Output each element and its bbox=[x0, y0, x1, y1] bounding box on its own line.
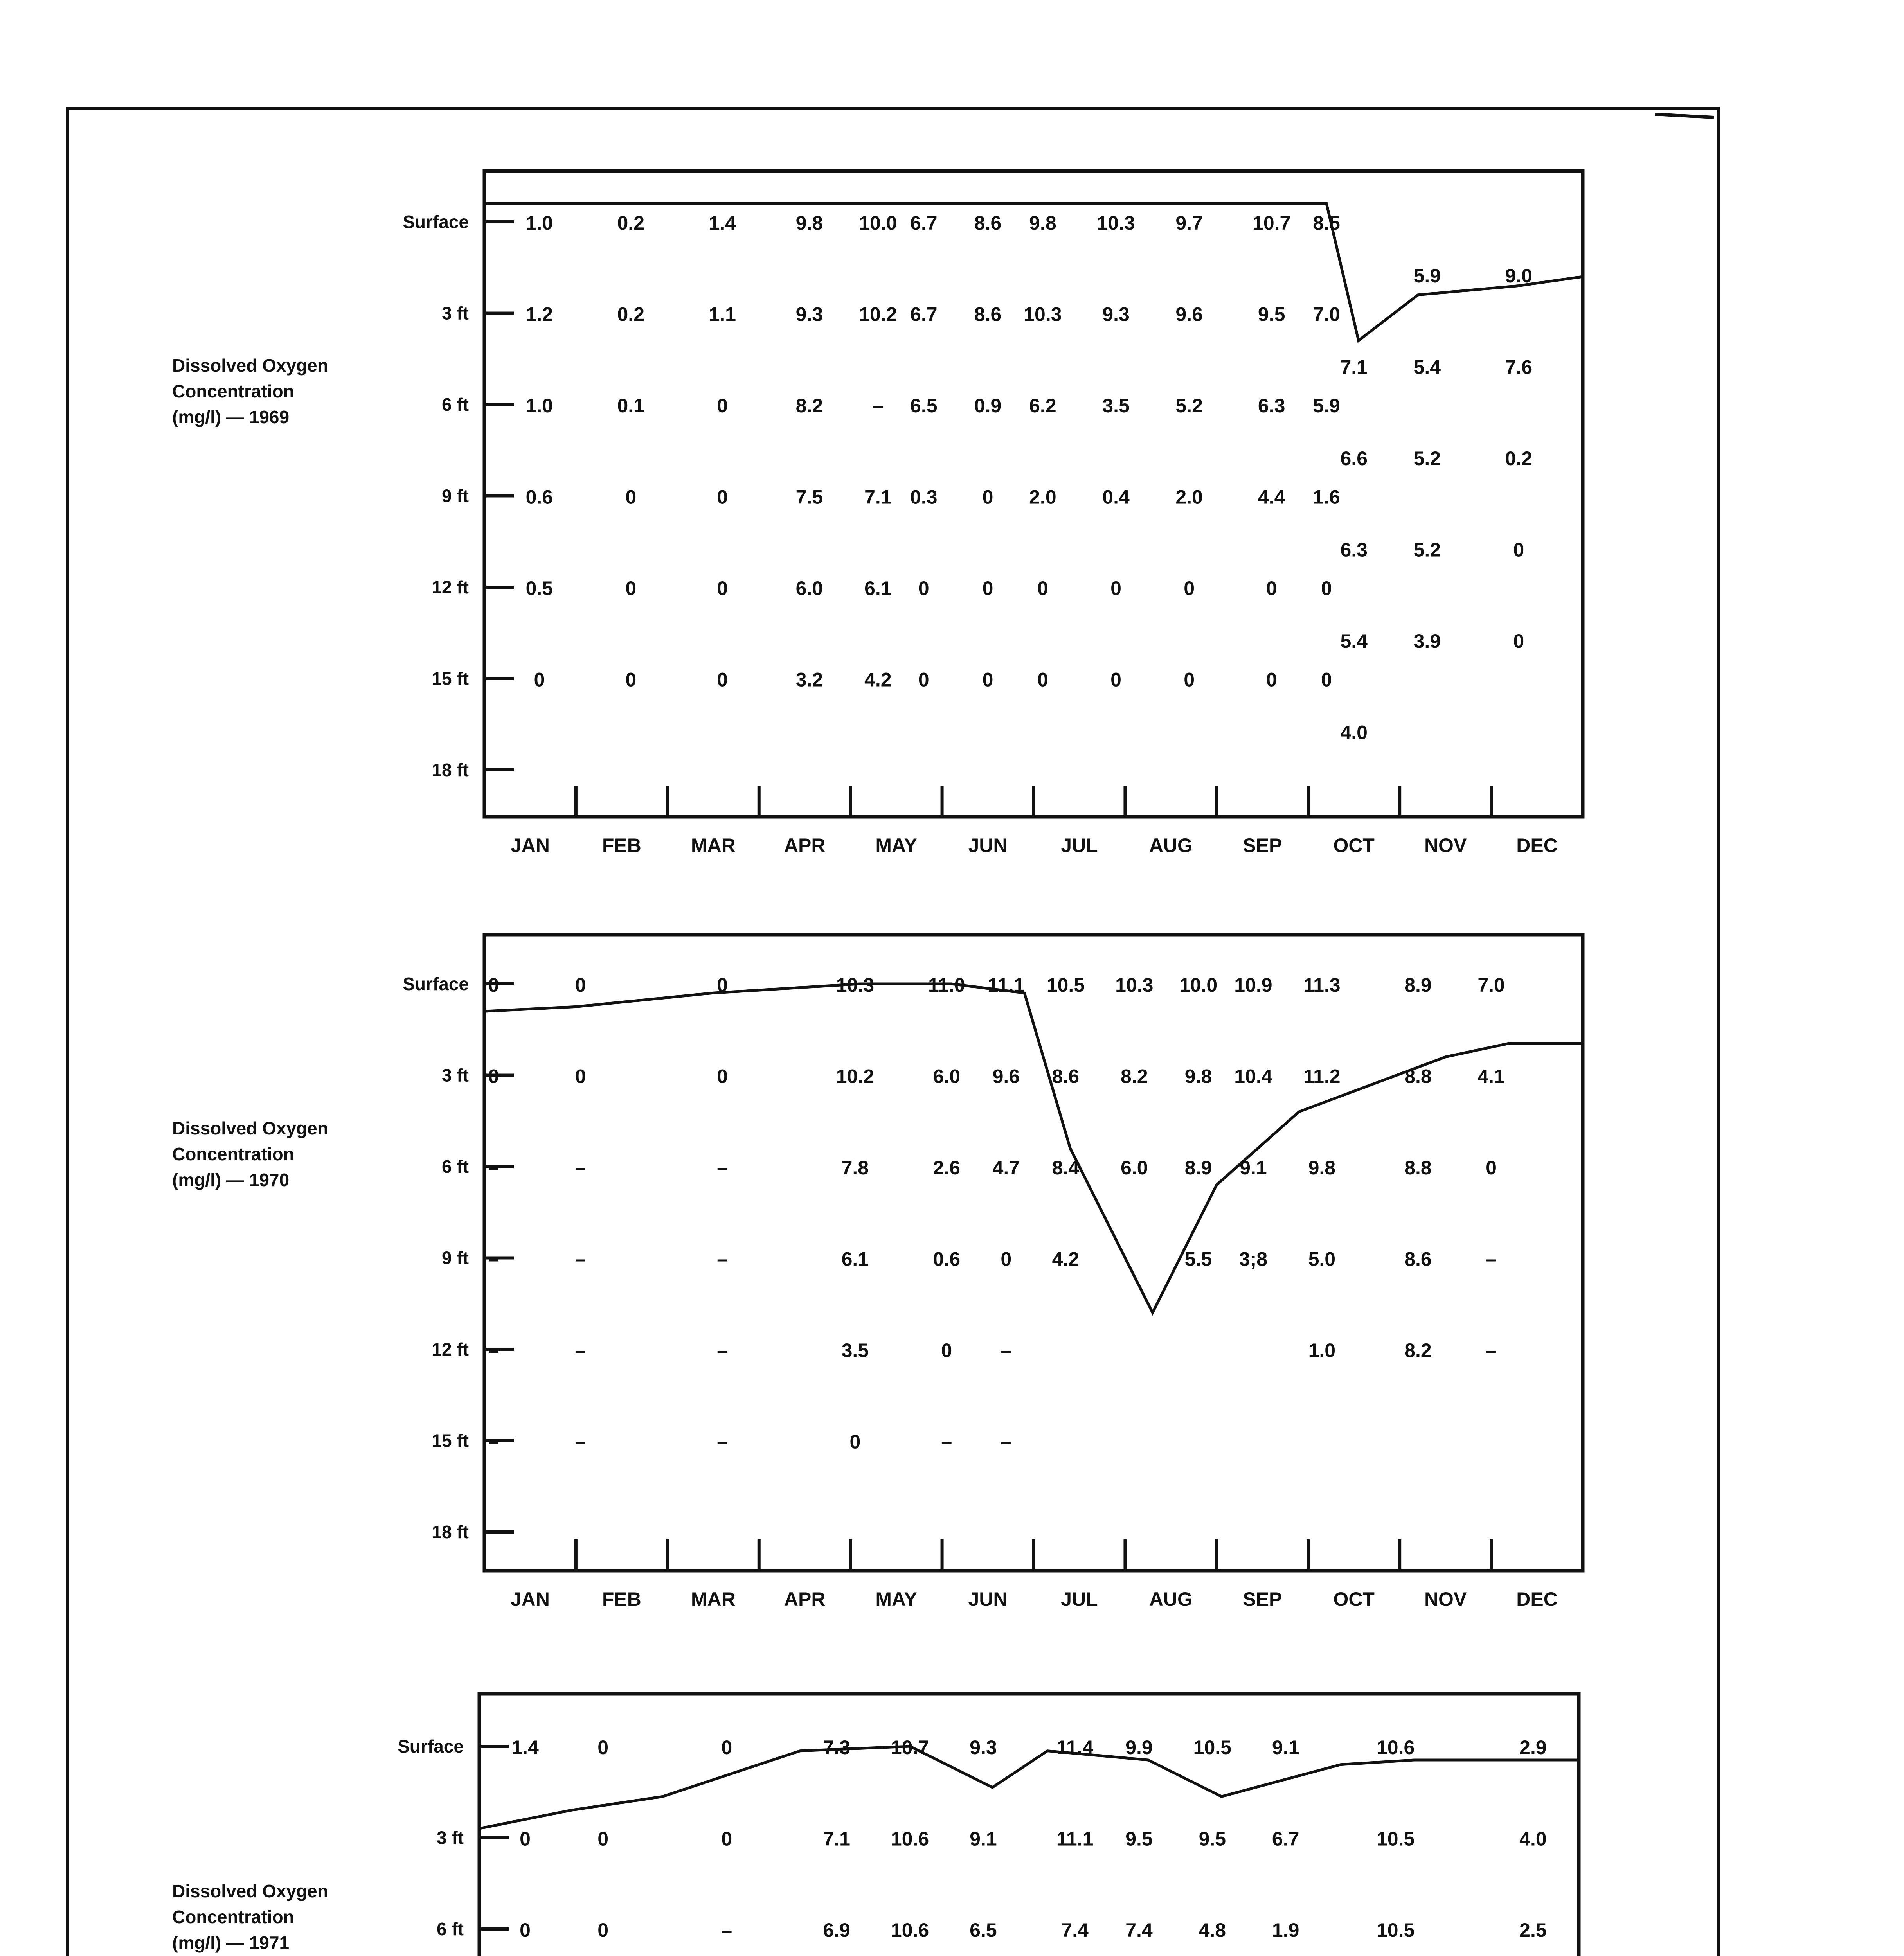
data-value: 8.6 bbox=[1404, 1248, 1432, 1270]
data-value: 3;8 bbox=[1239, 1248, 1268, 1270]
depth-label: 6 ft bbox=[442, 1156, 469, 1177]
data-value: – bbox=[872, 395, 884, 417]
data-value: 0 bbox=[1486, 1157, 1497, 1179]
data-value: 8.8 bbox=[1404, 1065, 1432, 1088]
data-value: 0 bbox=[1513, 630, 1524, 652]
data-value: – bbox=[488, 1431, 499, 1453]
data-value: 0 bbox=[1037, 577, 1048, 599]
depth-label: 6 ft bbox=[437, 1919, 464, 1939]
depth-label: 12 ft bbox=[432, 577, 469, 597]
data-value: 6.5 bbox=[910, 395, 938, 417]
month-label: OCT bbox=[1333, 1588, 1375, 1610]
data-value: 0 bbox=[625, 577, 637, 599]
data-value: 0 bbox=[1184, 577, 1195, 599]
data-value: 4.2 bbox=[864, 669, 892, 691]
depth-label: 12 ft bbox=[432, 1339, 469, 1359]
data-value: 3.2 bbox=[795, 669, 823, 691]
data-value: – bbox=[721, 1919, 732, 1941]
data-value: 3.5 bbox=[841, 1339, 869, 1361]
data-value: 9.8 bbox=[1029, 212, 1056, 234]
data-value: 7.1 bbox=[864, 486, 892, 508]
data-value: – bbox=[575, 1248, 586, 1270]
data-value: 7.4 bbox=[1125, 1919, 1153, 1941]
data-value: 0.5 bbox=[525, 577, 553, 599]
outer-frame bbox=[67, 109, 1719, 1956]
data-value: 0 bbox=[534, 669, 545, 691]
data-value: 5.4 bbox=[1413, 356, 1441, 378]
data-value: 8.9 bbox=[1404, 974, 1432, 996]
data-value: 0 bbox=[597, 1828, 609, 1850]
month-label: AUG bbox=[1149, 1588, 1193, 1610]
month-label: DEC bbox=[1516, 1588, 1558, 1610]
data-value: 9.5 bbox=[1199, 1828, 1226, 1850]
month-label: SEP bbox=[1243, 834, 1282, 856]
data-value: 0 bbox=[1321, 669, 1332, 691]
data-value: 0 bbox=[717, 395, 728, 417]
data-value: 10.5 bbox=[1377, 1919, 1415, 1941]
data-value: – bbox=[717, 1157, 728, 1179]
data-value: 0 bbox=[625, 486, 637, 508]
data-value: 0 bbox=[625, 669, 637, 691]
data-value: 9.1 bbox=[1240, 1157, 1267, 1179]
month-label: JUN bbox=[968, 1588, 1008, 1610]
data-value: 0.4 bbox=[1102, 486, 1130, 508]
data-value: 8.2 bbox=[1404, 1339, 1432, 1361]
data-value: 0 bbox=[597, 1919, 609, 1941]
data-value: 10.9 bbox=[1234, 974, 1272, 996]
data-value: 6.7 bbox=[910, 212, 938, 234]
data-value: 0 bbox=[717, 577, 728, 599]
data-value: 6.7 bbox=[1272, 1828, 1299, 1850]
depth-label: 9 ft bbox=[442, 1248, 469, 1268]
data-value: 1.1 bbox=[709, 303, 736, 325]
data-value: 0 bbox=[941, 1339, 952, 1361]
depth-label: 6 ft bbox=[442, 394, 469, 415]
y-axis-label-line: Dissolved Oxygen bbox=[172, 1881, 328, 1901]
data-value: 10.7 bbox=[1253, 212, 1291, 234]
data-value: 10.6 bbox=[891, 1828, 929, 1850]
data-value: – bbox=[575, 1339, 586, 1361]
data-value: 0 bbox=[575, 974, 586, 996]
data-value: 7.1 bbox=[1340, 356, 1368, 378]
data-value: 11.2 bbox=[1303, 1065, 1341, 1088]
data-value: 0 bbox=[1266, 577, 1277, 599]
data-value: 11.4 bbox=[1056, 1737, 1094, 1758]
month-label: APR bbox=[784, 1588, 826, 1610]
data-value: 8.9 bbox=[1184, 1157, 1212, 1179]
data-value: 0 bbox=[918, 577, 929, 599]
data-value: 10.3 bbox=[1024, 303, 1062, 325]
data-value: 0 bbox=[717, 669, 728, 691]
data-value: 10.7 bbox=[891, 1737, 929, 1758]
data-value: 1.4 bbox=[511, 1737, 539, 1758]
data-value: 5.4 bbox=[1340, 630, 1368, 652]
data-value: 0 bbox=[488, 1065, 499, 1088]
data-value: 4.7 bbox=[992, 1157, 1020, 1179]
month-label: MAR bbox=[691, 834, 736, 856]
data-value: 0 bbox=[520, 1919, 531, 1941]
data-value: 10.2 bbox=[859, 303, 897, 325]
plot-frame bbox=[479, 1694, 1579, 1956]
data-value: 9.1 bbox=[1272, 1737, 1299, 1758]
data-value: 7.8 bbox=[841, 1157, 869, 1179]
data-value: 10.2 bbox=[836, 1065, 875, 1088]
data-value: 3.9 bbox=[1413, 630, 1441, 652]
depth-label: 18 ft bbox=[432, 1522, 469, 1542]
data-value: 7.6 bbox=[1505, 356, 1533, 378]
data-value: 0.2 bbox=[617, 212, 645, 234]
y-axis-label-line: Concentration bbox=[172, 381, 294, 401]
y-axis-label-line: (mg/l) — 1969 bbox=[172, 407, 290, 427]
data-value: 1.0 bbox=[525, 212, 553, 234]
depth-label: 15 ft bbox=[432, 1430, 469, 1451]
data-value: 11.1 bbox=[1056, 1828, 1094, 1850]
data-value: 0.6 bbox=[525, 486, 553, 508]
data-value: 4.8 bbox=[1199, 1919, 1226, 1941]
data-value: 9.5 bbox=[1125, 1828, 1153, 1850]
depth-label: 9 ft bbox=[442, 485, 469, 506]
data-value: 0 bbox=[1037, 669, 1048, 691]
depth-label: 18 ft bbox=[432, 760, 469, 780]
data-value: 0 bbox=[1321, 577, 1332, 599]
data-value: 6.0 bbox=[1121, 1157, 1148, 1179]
data-value: 10.0 bbox=[1179, 974, 1218, 996]
data-value: 0 bbox=[575, 1065, 586, 1088]
month-label: OCT bbox=[1333, 834, 1375, 856]
data-value: 10.0 bbox=[859, 212, 897, 234]
data-value: 9.8 bbox=[1308, 1157, 1336, 1179]
data-value: 8.2 bbox=[1121, 1065, 1148, 1088]
data-value: – bbox=[941, 1431, 952, 1453]
data-value: 8.6 bbox=[1052, 1065, 1080, 1088]
chart-panel-1 bbox=[172, 171, 1583, 856]
data-value: 9.8 bbox=[795, 212, 823, 234]
y-axis-label-line: Concentration bbox=[172, 1907, 294, 1927]
data-value: 9.6 bbox=[1175, 303, 1203, 325]
data-value: 0 bbox=[717, 974, 728, 996]
data-value: 7.0 bbox=[1313, 303, 1340, 325]
data-value: 11.1 bbox=[988, 974, 1025, 996]
data-value: 0.1 bbox=[617, 395, 645, 417]
data-value: – bbox=[488, 1157, 499, 1179]
depth-label: Surface bbox=[403, 212, 469, 232]
data-value: 1.4 bbox=[709, 212, 736, 234]
data-value: 0 bbox=[520, 1828, 531, 1850]
y-axis-label-line: Dissolved Oxygen bbox=[172, 1118, 328, 1138]
data-value: – bbox=[717, 1339, 728, 1361]
surface-line bbox=[479, 1746, 1579, 1828]
data-value: – bbox=[575, 1157, 586, 1179]
month-label: MAR bbox=[691, 1588, 736, 1610]
data-value: 0 bbox=[1184, 669, 1195, 691]
data-value: 5.0 bbox=[1308, 1248, 1336, 1270]
data-value: 6.0 bbox=[933, 1065, 961, 1088]
data-value: 11.0 bbox=[928, 974, 965, 996]
data-value: 8.6 bbox=[974, 212, 1002, 234]
data-value: 6.5 bbox=[970, 1919, 997, 1941]
month-label: SEP bbox=[1243, 1588, 1282, 1610]
data-value: – bbox=[1001, 1339, 1012, 1361]
data-value: 2.0 bbox=[1175, 486, 1203, 508]
data-value: 9.3 bbox=[795, 303, 823, 325]
data-value: 4.0 bbox=[1340, 721, 1368, 744]
month-label: JAN bbox=[510, 1588, 550, 1610]
depth-label: 3 ft bbox=[442, 303, 469, 324]
month-label: JUL bbox=[1061, 834, 1098, 856]
month-label: JUN bbox=[968, 834, 1008, 856]
data-value: 10.6 bbox=[1377, 1737, 1415, 1758]
data-value: 10.3 bbox=[1115, 974, 1154, 996]
data-value: 7.5 bbox=[795, 486, 823, 508]
data-value: 9.6 bbox=[992, 1065, 1020, 1088]
month-label: AUG bbox=[1149, 834, 1193, 856]
data-value: – bbox=[1486, 1339, 1497, 1361]
data-value: 9.9 bbox=[1125, 1737, 1153, 1758]
data-value: 0 bbox=[918, 669, 929, 691]
data-value: 1.0 bbox=[1308, 1339, 1336, 1361]
data-value: 1.2 bbox=[525, 303, 553, 325]
data-value: 9.0 bbox=[1505, 265, 1533, 287]
data-value: 8.4 bbox=[1052, 1157, 1080, 1179]
month-label: FEB bbox=[602, 834, 641, 856]
data-value: 5.5 bbox=[1184, 1248, 1212, 1270]
data-value: 7.4 bbox=[1061, 1919, 1089, 1941]
data-value: – bbox=[1001, 1431, 1012, 1453]
data-value: 6.1 bbox=[841, 1248, 869, 1270]
month-label: NOV bbox=[1424, 834, 1467, 856]
data-value: 4.1 bbox=[1477, 1065, 1505, 1088]
data-value: 10.5 bbox=[1046, 974, 1085, 996]
data-value: – bbox=[575, 1431, 586, 1453]
data-value: – bbox=[488, 1339, 499, 1361]
data-value: 10.4 bbox=[1234, 1065, 1272, 1088]
data-value: – bbox=[717, 1248, 728, 1270]
data-value: 5.9 bbox=[1313, 395, 1340, 417]
data-value: 10.3 bbox=[836, 974, 875, 996]
data-value: 3.5 bbox=[1102, 395, 1130, 417]
data-value: 0 bbox=[717, 1065, 728, 1088]
data-value: 5.9 bbox=[1413, 265, 1441, 287]
data-value: 0.2 bbox=[1505, 448, 1533, 469]
data-value: 1.6 bbox=[1313, 486, 1340, 508]
data-value: 9.5 bbox=[1258, 303, 1285, 325]
data-value: – bbox=[717, 1431, 728, 1453]
data-value: 9.1 bbox=[970, 1828, 997, 1850]
y-axis-label-line: Concentration bbox=[172, 1144, 294, 1164]
month-label: JAN bbox=[510, 834, 550, 856]
month-label: JUL bbox=[1061, 1588, 1098, 1610]
data-value: 2.6 bbox=[933, 1157, 961, 1179]
data-value: 6.3 bbox=[1258, 395, 1285, 417]
y-axis-label-line: (mg/l) — 1970 bbox=[172, 1170, 290, 1190]
data-value: 1.9 bbox=[1272, 1919, 1299, 1941]
data-value: 10.5 bbox=[1193, 1737, 1231, 1758]
data-value: 0 bbox=[721, 1737, 732, 1758]
y-axis-label-line: Dissolved Oxygen bbox=[172, 355, 328, 376]
month-label: MAY bbox=[875, 1588, 917, 1610]
data-value: 0 bbox=[849, 1431, 861, 1453]
data-value: 10.3 bbox=[1097, 212, 1135, 234]
data-value: 4.2 bbox=[1052, 1248, 1080, 1270]
data-value: 0 bbox=[1110, 577, 1121, 599]
data-value: 9.3 bbox=[970, 1737, 997, 1758]
data-value: 2.9 bbox=[1519, 1737, 1547, 1758]
data-value: 6.7 bbox=[910, 303, 938, 325]
data-value: 0 bbox=[721, 1828, 732, 1850]
chart-panel-3 bbox=[172, 1694, 1579, 1956]
data-value: 0.2 bbox=[617, 303, 645, 325]
month-label: FEB bbox=[602, 1588, 641, 1610]
data-value: 6.1 bbox=[864, 577, 892, 599]
data-value: 7.0 bbox=[1477, 974, 1505, 996]
data-value: 0 bbox=[982, 577, 993, 599]
data-value: 8.8 bbox=[1404, 1157, 1432, 1179]
data-value: 0 bbox=[982, 486, 993, 508]
data-value: 0 bbox=[1110, 669, 1121, 691]
data-value: 6.3 bbox=[1340, 539, 1368, 561]
data-value: 2.5 bbox=[1519, 1919, 1547, 1941]
data-value: – bbox=[1486, 1248, 1497, 1270]
data-value: 11.3 bbox=[1303, 974, 1341, 996]
data-value: 8.6 bbox=[974, 303, 1002, 325]
data-value: 5.2 bbox=[1413, 539, 1441, 561]
data-value: 7.1 bbox=[823, 1828, 851, 1850]
data-value: 6.6 bbox=[1340, 448, 1368, 469]
data-value: 0.9 bbox=[974, 395, 1002, 417]
data-value: 0 bbox=[717, 486, 728, 508]
data-value: 0 bbox=[488, 974, 499, 996]
data-value: 0 bbox=[1266, 669, 1277, 691]
data-value: 6.0 bbox=[795, 577, 823, 599]
frame-mark bbox=[1655, 114, 1714, 117]
chart-panel-2 bbox=[172, 935, 1583, 1610]
data-value: 1.0 bbox=[525, 395, 553, 417]
data-value: 5.2 bbox=[1413, 448, 1441, 469]
y-axis-label-line: (mg/l) — 1971 bbox=[172, 1933, 290, 1953]
data-value: 5.2 bbox=[1175, 395, 1203, 417]
month-label: APR bbox=[784, 834, 826, 856]
data-value: 9.7 bbox=[1175, 212, 1203, 234]
depth-label: Surface bbox=[398, 1736, 464, 1756]
data-value: 10.5 bbox=[1377, 1828, 1415, 1850]
depth-label: 15 ft bbox=[432, 668, 469, 689]
month-label: NOV bbox=[1424, 1588, 1467, 1610]
data-value: 7.3 bbox=[823, 1737, 851, 1758]
data-value: 10.6 bbox=[891, 1919, 929, 1941]
data-value: 8.5 bbox=[1313, 212, 1340, 234]
data-value: 6.9 bbox=[823, 1919, 851, 1941]
month-label: MAY bbox=[875, 834, 917, 856]
data-value: – bbox=[488, 1248, 499, 1270]
depth-label: Surface bbox=[403, 974, 469, 994]
data-value: 0 bbox=[597, 1737, 609, 1758]
data-value: 9.8 bbox=[1184, 1065, 1212, 1088]
data-value: 6.2 bbox=[1029, 395, 1056, 417]
data-value: 0 bbox=[1001, 1248, 1012, 1270]
data-value: 4.4 bbox=[1258, 486, 1285, 508]
data-value: 4.0 bbox=[1519, 1828, 1547, 1850]
month-label: DEC bbox=[1516, 834, 1558, 856]
depth-label: 3 ft bbox=[437, 1827, 464, 1848]
data-value: 9.3 bbox=[1102, 303, 1130, 325]
data-value: 2.0 bbox=[1029, 486, 1056, 508]
depth-label: 3 ft bbox=[442, 1065, 469, 1086]
data-value: 0 bbox=[982, 669, 993, 691]
data-value: 0.6 bbox=[933, 1248, 961, 1270]
data-value: 0.3 bbox=[910, 486, 938, 508]
data-value: 0 bbox=[1513, 539, 1524, 561]
data-value: 8.2 bbox=[795, 395, 823, 417]
